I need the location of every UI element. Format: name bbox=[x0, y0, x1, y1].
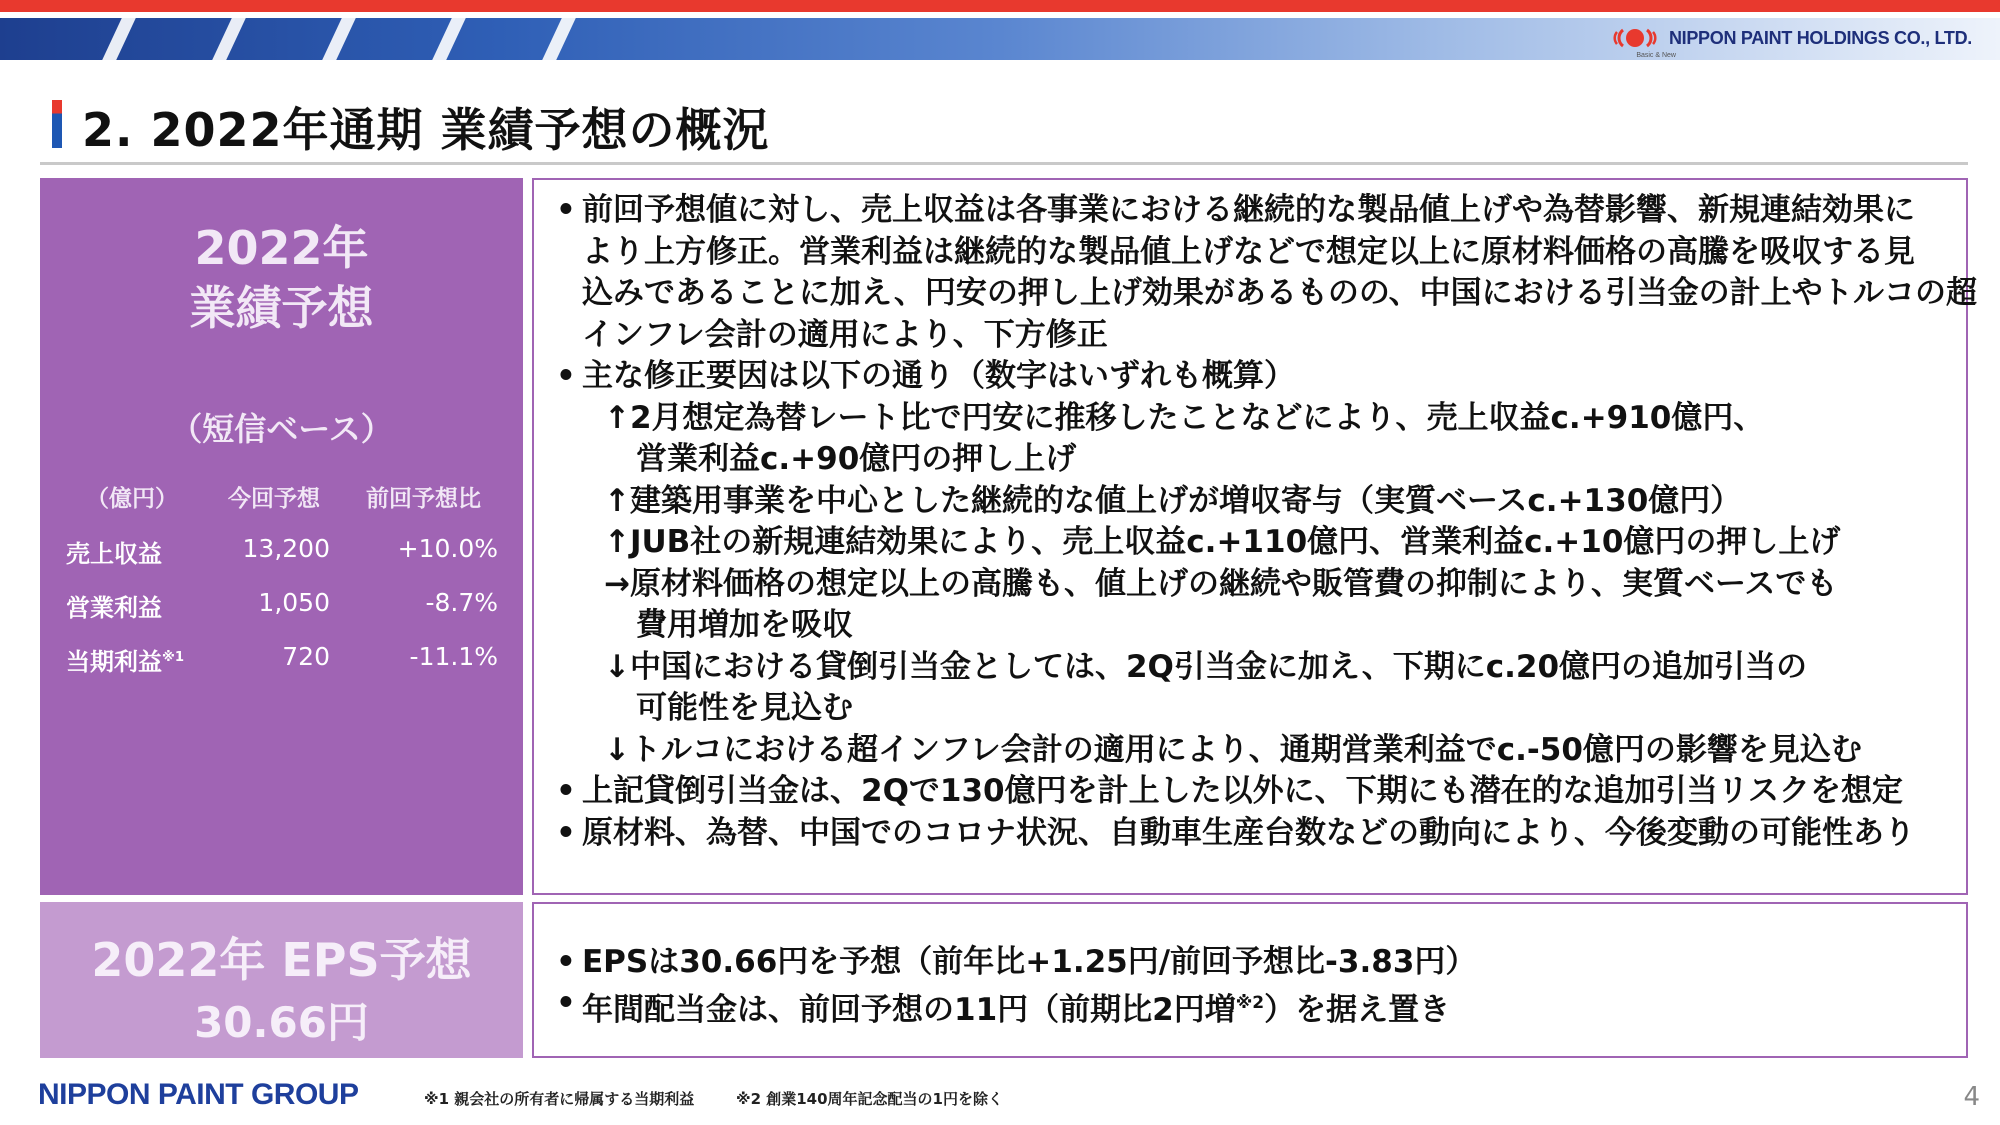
eps-forecast-panel bbox=[40, 902, 523, 1058]
row-value-revenue: 13,200 bbox=[242, 534, 330, 563]
row-value-operating-profit: 1,050 bbox=[258, 588, 330, 617]
row-label-operating-profit: 営業利益 bbox=[66, 594, 162, 622]
row-change-net-profit: -11.1% bbox=[409, 642, 498, 671]
column-header-vs-prev: 前回予想比 bbox=[366, 486, 481, 512]
title-accent-bar bbox=[52, 100, 62, 148]
column-header-unit: （億円） bbox=[86, 486, 178, 512]
eps-bullets bbox=[546, 942, 1476, 1031]
sub-item-continuation: 営業利益c.+90億円の押し上げ bbox=[636, 441, 1077, 477]
bullet-continuation: インフレ会計の適用により、下方修正 bbox=[582, 316, 1108, 353]
forecast-title-year: 2022年 bbox=[194, 221, 369, 275]
bullet-item: • 前回予想値に対し、売上収益は各事業における継続的な製品値上げや為替影響、新規連結効果に bbox=[546, 190, 1966, 232]
sub-item-continuation: 可能性を見込む bbox=[636, 690, 853, 726]
page-title: 2. 2022年通期 業績予想の概況 bbox=[82, 103, 770, 157]
column-header-current: 今回予想 bbox=[228, 486, 320, 512]
eps-commentary-panel bbox=[532, 902, 1968, 1058]
eps-title: 2022年 EPS予想 bbox=[91, 933, 472, 987]
title-divider bbox=[40, 162, 1968, 165]
company-name: NIPPON PAINT HOLDINGS CO., LTD. bbox=[1668, 27, 1972, 48]
page-number: 4 bbox=[1963, 1082, 1980, 1112]
sub-item: ↓トルコにおける超インフレ会計の適用により、通期営業利益でc.-50億円の影響を見込む bbox=[604, 731, 1862, 768]
sub-item: ↓中国における貸倒引当金としては、2Q引当金に加え、下期にc.20億円の追加引当の bbox=[604, 648, 1808, 685]
footnote-1: ※1 親会社の所有者に帰属する当期利益 bbox=[424, 1090, 695, 1108]
sub-item: ↑建築用事業を中心とした継続的な値上げが増収寄与（実質ベースc.+130億円） bbox=[604, 482, 1742, 519]
company-logo bbox=[1609, 26, 1972, 50]
group-brand-logo: NIPPON PAINT GROUP bbox=[38, 1078, 359, 1111]
row-label-revenue: 売上収益 bbox=[66, 540, 162, 568]
footnote-2: ※2 創業140周年記念配当の1円を除く bbox=[736, 1090, 1003, 1108]
bullet-item: • 主な修正要因は以下の通り（数字はいずれも概算） bbox=[546, 356, 1966, 398]
bullet-continuation: より上方修正。営業利益は継続的な製品値上げなどで想定以上に原材料価格の高騰を吸収する見 bbox=[582, 233, 1915, 270]
commentary-bullets bbox=[546, 190, 1977, 854]
forecast-summary-panel bbox=[40, 178, 523, 895]
dividend-bullet-item: • 年間配当金は、前回予想の11円（前期比2円増$^{※2}$）を据え置き bbox=[546, 983, 1476, 1031]
footnote-marker: ※2 bbox=[1235, 993, 1265, 1013]
eps-bullet-item: • EPSは30.66円を予想（前年比+1.25円/前回予想比-3.83円） bbox=[546, 942, 1476, 983]
row-change-revenue: +10.0% bbox=[397, 534, 498, 563]
eps-value: 30.66円 bbox=[194, 998, 369, 1047]
top-red-bar bbox=[0, 0, 2000, 12]
row-value-net-profit: 720 bbox=[282, 642, 330, 671]
bullet-continuation: 込みであることに加え、円安の押し上げ効果があるものの、中国における引当金の計上やトルコの超 bbox=[582, 275, 1977, 311]
sub-item: →原材料価格の想定以上の高騰も、値上げの継続や販管費の抑制により、実質ベースでも bbox=[604, 565, 1838, 602]
row-label-net-profit: 当期利益$^{※1}$ bbox=[66, 648, 184, 676]
sub-item: ↑JUB社の新規連結効果により、売上収益c.+110億円、営業利益c.+10億円の押し上げ bbox=[604, 524, 1841, 560]
bullet-item: • 原材料、為替、中国でのコロナ状況、自動車生産台数などの動向により、今後変動の可能性あり bbox=[546, 813, 1966, 855]
row-change-operating-profit: -8.7% bbox=[425, 588, 498, 617]
nippon-paint-logo-icon bbox=[1609, 26, 1661, 50]
bullet-item: • 上記貸倒引当金は、2Qで130億円を計上した以外に、下期にも潜在的な追加引当リスクを想定 bbox=[546, 771, 1966, 813]
sub-item-continuation: 費用増加を吸収 bbox=[636, 607, 853, 643]
forecast-title-label: 業績予想 bbox=[189, 281, 374, 335]
forecast-commentary-panel bbox=[532, 178, 1977, 895]
forecast-basis: （短信ベース） bbox=[170, 410, 393, 448]
footnote-marker: ※1 bbox=[162, 649, 184, 665]
sub-item: ↑2月想定為替レート比で円安に推移したことなどにより、売上収益c.+910億円、 bbox=[604, 399, 1765, 436]
company-tagline: Basic & New bbox=[1636, 52, 1676, 59]
